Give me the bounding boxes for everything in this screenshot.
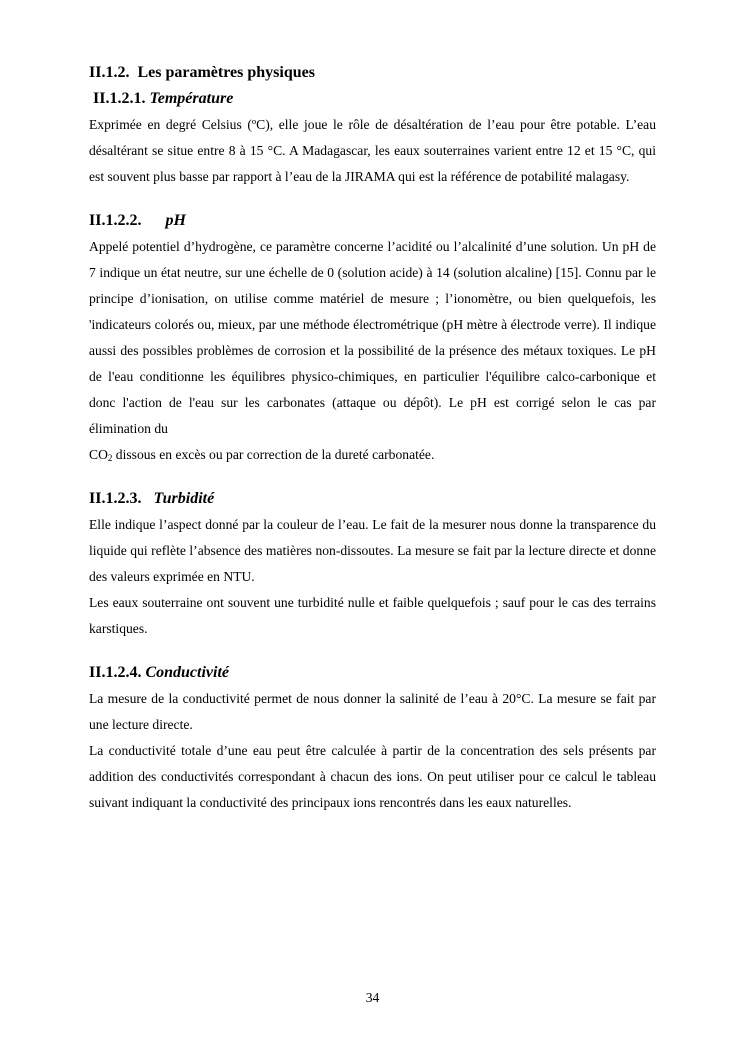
subsection-title: Conductivité	[145, 664, 230, 681]
subsection-number: II.1.2.3.	[89, 490, 154, 507]
subsection-turbidite-heading	[89, 486, 656, 512]
subsection-title: Turbidité	[153, 490, 215, 507]
turbidite-paragraph-1: Elle indique l’aspect donné par la couleur de l’eau. Le fait de la mesurer nous donne la transparence du liquide qui reflète l’absence des matières non-dissoutes. La mesure se fait par la lecture directe et donne des valeurs exprimée en NTU.	[89, 517, 656, 584]
ph-text: Appelé potentiel d’hydrogène, ce paramètre concerne l’acidité ou l’alcalinité d’une solution. Un pH de 7 indique un état neutre, sur une échelle de 0 (solution acide) à 14 (solution alcaline) [15]. Connu par le principe d’ionisation, on utilise comme matériel de mesure ; l’ionomètre, ou bien quelquefois, les 'indicateurs colorés ou, mieux, par une méthode électrométrique (pH mètre à électrode verre). Il indique aussi des possibles problèmes de corrosion et la possibilité de la présence des métaux toxiques. Le pH de l'eau conditionne les équilibres physico-chimiques, en particulier l'équilibre calco-carbonique et donc l'action de l'eau sur les carbonates (attaque ou dépôt). Le pH est corrigé selon le cas par élimination du	[89, 239, 656, 436]
conductivite-paragraph-1: La mesure de la conductivité permet de nous donner la salinité de l’eau à 20°C. La mesure se fait par une lecture directe.	[89, 691, 656, 732]
document-page	[89, 60, 656, 816]
subsection-ph-heading	[89, 208, 656, 234]
subsection-number: II.1.2.1.	[89, 90, 150, 107]
co2-subscript: 2	[107, 453, 113, 463]
conductivite-paragraph-2: La conductivité totale d’une eau peut être calculée à partir de la concentration des sels présents par addition des conductivités correspondant à chacun des ions. On peut utiliser pour ce calcul le tableau suivant indiquant la conductivité des principaux ions rencontrés dans les eaux naturelles.	[89, 743, 656, 810]
subsection-title: Température	[149, 90, 234, 107]
co2-formula: CO	[89, 447, 108, 462]
turbidite-paragraph-2: Les eaux souterraine ont souvent une turbidité nulle et faible quelquefois ; sauf pour le cas des terrains karstiques.	[89, 595, 656, 636]
subsection-temperature-heading	[89, 86, 656, 112]
subsection-conductivite-heading	[89, 660, 656, 686]
page-number: 34	[365, 990, 380, 1005]
ph-last-line: dissous en excès ou par correction de la dureté carbonatée.	[112, 447, 435, 462]
temperature-paragraph: Exprimée en degré Celsius (ºC), elle joue le rôle de désaltération de l’eau pour être potable. L’eau désaltérant se situe entre 8 à 15 °C. A Madagascar, les eaux souterraines varient entre 12 et 15 °C, qui est souvent plus basse par rapport à l’eau de la JIRAMA qui est la référence de potabilité malagasy.	[89, 117, 656, 184]
section-title: II.1.2. Les paramètres physiques	[89, 64, 315, 81]
subsection-number: II.1.2.2.	[89, 212, 166, 229]
ph-paragraph	[89, 234, 656, 468]
subsection-number: II.1.2.4.	[89, 664, 146, 681]
subsection-title: pH	[165, 212, 186, 229]
